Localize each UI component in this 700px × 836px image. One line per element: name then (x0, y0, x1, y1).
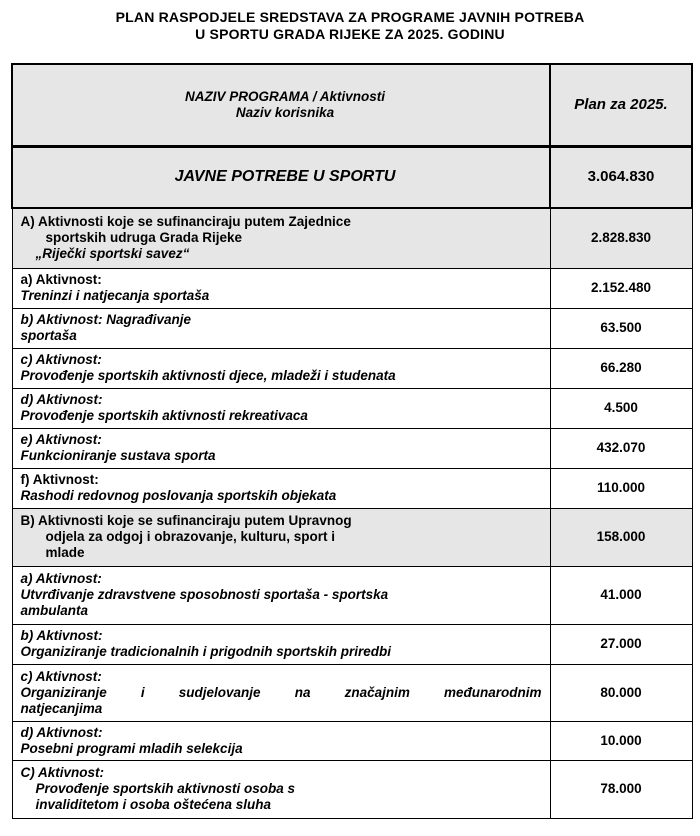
table-row (12, 566, 692, 624)
header-program-name: NAZIV PROGRAMA / Aktivnosti Naziv korisnika (12, 64, 550, 146)
table-row (12, 388, 692, 428)
group-b-row (12, 508, 692, 566)
group-b-label: B) Aktivnosti koje se sufinanciraju putem Upravnog odjela za odgoj i obrazovanje, kulturu, sport i mlade (12, 508, 550, 566)
activity-value: 63.500 (550, 308, 692, 348)
activity-label: b) Aktivnost: Nagrađivanje sportaša (12, 308, 550, 348)
budget-table (11, 63, 693, 819)
group-b-value: 158.000 (550, 508, 692, 566)
group-a-label: A) Aktivnosti koje se sufinanciraju putem Zajednice sportskih udruga Grada Rijeke „Riječki sportski savez“ (12, 208, 550, 268)
table-row (12, 721, 692, 760)
group-a-row (12, 208, 692, 268)
activity-label: b) Aktivnost: Organiziranje tradicionalnih i prigodnih sportskih priredbi (12, 624, 550, 664)
title-line-2: U SPORTU GRADA RIJEKE ZA 2025. GODINU (195, 26, 505, 42)
activity-value: 80.000 (550, 664, 692, 721)
activity-label: e) Aktivnost: Funkcioniranje sustava sporta (12, 428, 550, 468)
activity-value: 66.280 (550, 348, 692, 388)
document-title (0, 9, 700, 43)
table-row (12, 664, 692, 721)
activity-label: f) Aktivnost: Rashodi redovnog poslovanja sportskih objekata (12, 468, 550, 508)
group-a-value: 2.828.830 (550, 208, 692, 268)
group-c-value: 78.000 (550, 760, 692, 818)
group-c-row (12, 760, 692, 818)
activity-value: 110.000 (550, 468, 692, 508)
table-header-row (12, 64, 692, 146)
section-label: JAVNE POTREBE U SPORTU (12, 146, 550, 208)
section-value: 3.064.830 (550, 146, 692, 208)
activity-value: 4.500 (550, 388, 692, 428)
table-row (12, 348, 692, 388)
activity-label: a) Aktivnost: Utvrđivanje zdravstvene sposobnosti sportaša - sportska ambulanta (12, 566, 550, 624)
section-row (12, 146, 692, 208)
activity-label: c) Aktivnost: Provođenje sportskih aktivnosti djece, mladeži i studenata (12, 348, 550, 388)
activity-value: 41.000 (550, 566, 692, 624)
table-row (12, 308, 692, 348)
table-row (12, 624, 692, 664)
activity-label: c) Aktivnost: Organiziranje i sudjelovanje na značajnim međunarodnim natjecanjima (12, 664, 550, 721)
table-row (12, 468, 692, 508)
activity-label: d) Aktivnost: Provođenje sportskih aktivnosti rekreativaca (12, 388, 550, 428)
table-row (12, 268, 692, 308)
activity-label: a) Aktivnost: Treninzi i natjecanja sportaša (12, 268, 550, 308)
title-line-1: PLAN RASPODJELE SREDSTAVA ZA PROGRAME JAVNIH POTREBA (115, 9, 585, 25)
activity-value: 27.000 (550, 624, 692, 664)
header-plan-2025: Plan za 2025. (550, 64, 692, 146)
activity-label: d) Aktivnost: Posebni programi mladih selekcija (12, 721, 550, 760)
group-c-label: C) Aktivnost: Provođenje sportskih aktivnosti osoba s invaliditetom i osoba oštećena sluha (12, 760, 550, 818)
activity-value: 2.152.480 (550, 268, 692, 308)
activity-value: 10.000 (550, 721, 692, 760)
table-row (12, 428, 692, 468)
activity-value: 432.070 (550, 428, 692, 468)
